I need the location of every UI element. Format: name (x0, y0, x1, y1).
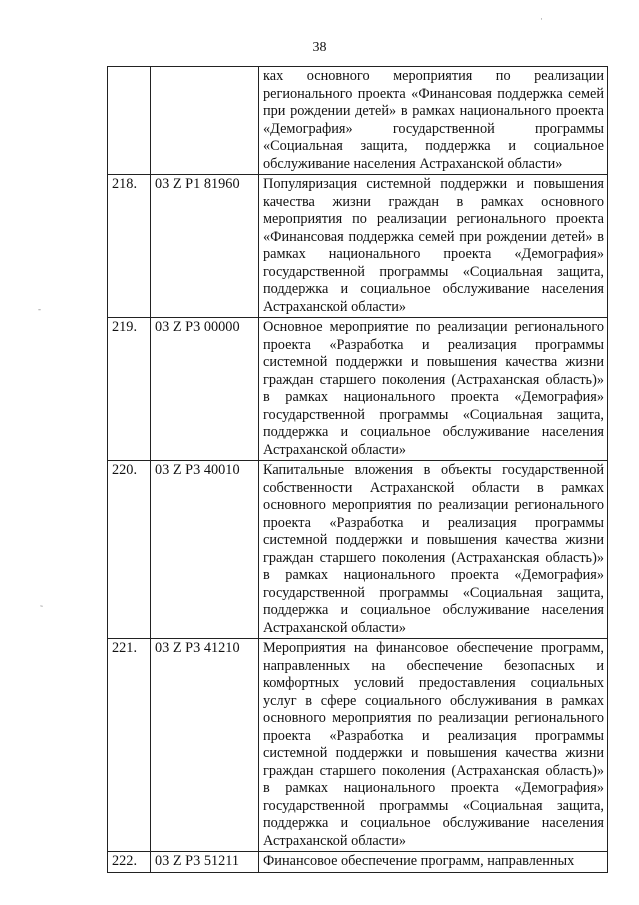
row-number: 221. (108, 639, 151, 852)
row-number: 218. (108, 175, 151, 318)
row-code: 03 Z P3 41210 (151, 639, 259, 852)
row-code: 03 Z P1 81960 (151, 175, 259, 318)
row-description: ках основного мероприятия по реализации регионального проекта «Финансовая поддержка семей при рождении детей» в рамках национального проекта «Демография» государственной программы «Социальная защита, поддержка и социальное обслуживание населения Астраханской области» (259, 67, 608, 175)
scan-speck: ˜ (40, 604, 43, 614)
table-row (108, 318, 608, 461)
row-number: 220. (108, 461, 151, 639)
table-row (108, 639, 608, 852)
table-row (108, 175, 608, 318)
row-number (108, 67, 151, 175)
row-number: 222. (108, 852, 151, 873)
row-number: 219. (108, 318, 151, 461)
row-description: Мероприятия на финансовое обеспечение программ, направленных на обеспечение безопасных и комфортных условий предоставления социальных услуг в сфере социального обслуживания в рамках основного мероприятия по реализации регионального проекта «Разработка и реализация программы системной поддержки и повышения качества жизни граждан старшего поколения (Астраханская область)» в рамках национального проекта «Демография» государственной программы «Социальная защита, поддержка и социальное обслуживание населения Астраханской области» (259, 639, 608, 852)
scan-speck: ‐ (38, 304, 41, 314)
row-code: 03 Z P3 51211 (151, 852, 259, 873)
row-description: Основное мероприятие по реализации регионального проекта «Разработка и реализация программы системной поддержки и повышения качества жизни граждан старшего поколения (Астраханская область)» в рамках национального проекта «Демография» государственной программы «Социальная защита, поддержка и социальное обслуживание населения Астраханской области» (259, 318, 608, 461)
row-description: Финансовое обеспечение программ, направленных (259, 852, 608, 873)
row-code (151, 67, 259, 175)
row-code: 03 Z P3 40010 (151, 461, 259, 639)
page-number: 38 (312, 40, 327, 55)
table-row (108, 461, 608, 639)
row-code: 03 Z P3 00000 (151, 318, 259, 461)
scan-speck: · (540, 14, 543, 24)
table-row (108, 67, 608, 175)
table-row (108, 852, 608, 873)
budget-classification-table (107, 66, 608, 873)
row-description: Капитальные вложения в объекты государственной собственности Астраханской области в рамках основного мероприятия по реализации регионального проекта «Разработка и реализация программы системной поддержки и повышения качества жизни граждан старшего поколения (Астраханская область)» в рамках национального проекта «Демография» государственной программы «Социальная защита, поддержка и социальное обслуживание населения Астраханской области» (259, 461, 608, 639)
row-description: Популяризация системной поддержки и повышения качества жизни граждан в рамках основного мероприятия по реализации регионального проекта «Финансовая поддержка семей при рождении детей» в рамках национального проекта «Демография» государственной программы «Социальная защита, поддержка и социальное обслуживание населения Астраханской области» (259, 175, 608, 318)
